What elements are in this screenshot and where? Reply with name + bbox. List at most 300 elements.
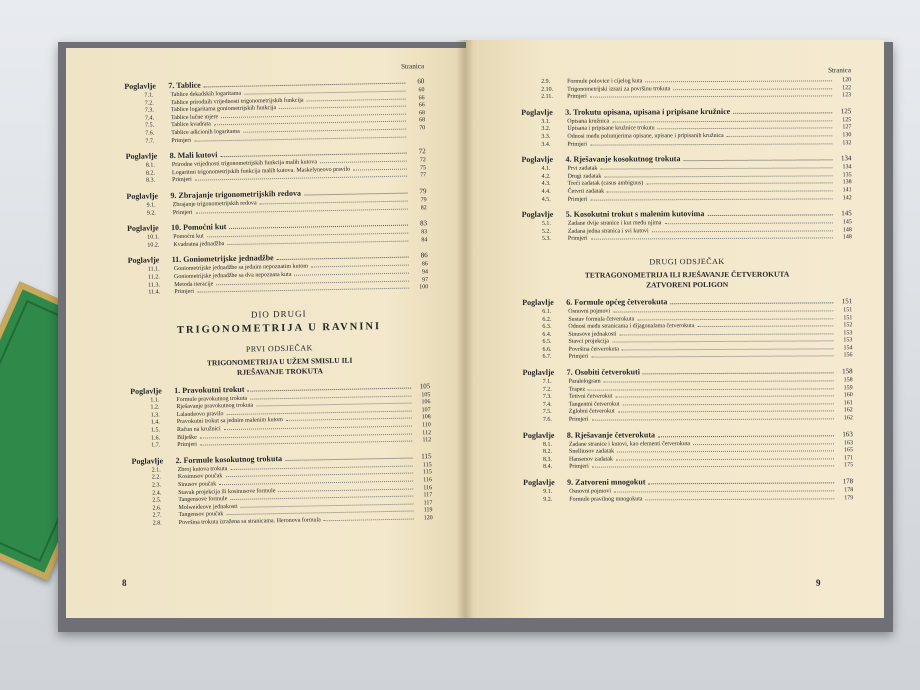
- chapter-block: [523, 475, 853, 504]
- item-number: 4.4.: [541, 188, 551, 195]
- chapter-page: 145: [841, 209, 852, 218]
- item-number: 4.5.: [541, 196, 551, 203]
- item-title: Stavci projekcija: [568, 338, 609, 346]
- dot-leader: [229, 225, 408, 229]
- item-title: Goniometrijske jednadžbe sa dva nepoznata kuta: [173, 271, 292, 280]
- item-page: 171: [844, 455, 854, 462]
- item-title: Lalandeovo pravilo: [176, 411, 224, 418]
- section-title: [522, 269, 852, 291]
- item-number: 2.2.: [151, 474, 161, 481]
- item-number: 7.6.: [542, 416, 552, 423]
- item-number: 7.7.: [145, 137, 155, 145]
- item-title: Paralelogram: [568, 378, 601, 385]
- item-page: 161: [843, 400, 853, 407]
- item-number: 8.4.: [543, 464, 553, 471]
- chapter-title: 8. Mali kutovi: [169, 150, 218, 161]
- dot-leader: [637, 318, 833, 320]
- dot-leader: [241, 503, 414, 507]
- item-number: 8.1.: [542, 441, 552, 448]
- page-number-right: 9: [816, 578, 821, 588]
- item-page: 138: [842, 179, 852, 186]
- item-page: 72: [419, 157, 426, 164]
- chapter-block: [521, 105, 851, 149]
- left-toc: [124, 62, 433, 528]
- item-title: Primjeri: [567, 93, 587, 100]
- item-number: 3.4.: [541, 141, 551, 148]
- item-number: 10.2.: [147, 242, 160, 249]
- item-page: 135: [842, 172, 852, 179]
- item-page: 75: [419, 164, 427, 172]
- chapter-page: 79: [419, 187, 427, 196]
- item-title: Logaritmi trigonometrijskih funkcija malih kutova. Maskelyneovo pravilo: [171, 166, 351, 176]
- item-number: 1.4.: [150, 419, 160, 427]
- chapter-page: 105: [419, 381, 431, 391]
- item-number: 9.1.: [146, 202, 156, 209]
- chapter-block: [128, 250, 429, 298]
- dot-leader: [645, 80, 832, 82]
- dot-leader: [652, 230, 833, 232]
- item-title: Kosinusov poučak: [177, 473, 223, 481]
- item-title: Snelliusov zadatak: [568, 448, 615, 455]
- chapter-title: 7. Osobiti četverokuti: [566, 367, 641, 377]
- dot-leader: [612, 341, 834, 343]
- dot-leader: [225, 473, 412, 478]
- item-title: Primjeri: [568, 416, 589, 423]
- item-page: 66: [418, 102, 425, 109]
- item-number: 7.4.: [542, 401, 552, 408]
- item-title: Sinusove jednakosti: [568, 331, 617, 338]
- dot-leader: [194, 136, 406, 141]
- item-number: 4.3.: [541, 181, 551, 188]
- item-page: 141: [842, 187, 852, 194]
- item-title: Osnovni pojmovi: [569, 488, 612, 495]
- chapter-block: [127, 217, 427, 250]
- item-title: Primjeri: [567, 141, 588, 148]
- item-number: 7.5.: [145, 122, 155, 129]
- dot-leader: [227, 240, 408, 244]
- item-title: Sinusov poučak: [177, 481, 217, 489]
- item-title: Odnosi među stranicama i dijagonalama četverokuta: [568, 323, 695, 330]
- chapter-block: [126, 185, 426, 218]
- chapter-page: 163: [842, 429, 853, 438]
- dot-leader: [200, 441, 412, 446]
- item-title: Primjeri: [177, 441, 197, 449]
- dot-leader: [260, 201, 408, 205]
- item-number: 1.7.: [151, 442, 161, 449]
- part-label: DIO DRUGI: [250, 308, 307, 320]
- chapter-title: 10. Pomoćni kut: [170, 222, 227, 233]
- item-title: Zadane stranice i kutovi, kao elementi četverokuta: [568, 440, 691, 448]
- item-title: Kvadratna jednadžba: [173, 240, 225, 248]
- dot-leader: [693, 443, 834, 445]
- item-title: Formule pravokutnog trokuta: [176, 395, 248, 403]
- dot-leader: [204, 83, 406, 88]
- item-title: Površina četverokuta: [568, 346, 619, 353]
- dot-leader: [294, 272, 409, 275]
- item-number: 6.3.: [542, 323, 552, 330]
- dot-leader: [195, 208, 407, 213]
- dot-leader: [622, 348, 834, 350]
- item-number: 5.3.: [541, 236, 551, 243]
- item-title: Treći zadatak (casus ambiguus): [567, 180, 644, 188]
- item-title: Zbrajanje trigonometrijskih redova: [172, 200, 257, 209]
- item-page: 123: [842, 92, 852, 99]
- chapter-block: [523, 428, 853, 472]
- item-number: 2.3.: [151, 482, 162, 489]
- item-page: 116: [423, 477, 433, 484]
- book-gutter: [456, 40, 474, 618]
- dot-leader: [590, 96, 832, 98]
- item-page: 115: [422, 462, 432, 469]
- chapter-title: 11. Goniometrijske jednadžbe: [171, 253, 274, 265]
- dot-leader: [733, 112, 832, 114]
- right-page: [466, 40, 884, 618]
- dot-leader: [590, 198, 832, 200]
- item-page: 148: [842, 234, 852, 241]
- item-page: 116: [423, 484, 433, 491]
- item-page: 163: [843, 439, 853, 446]
- item-number: 10.1.: [147, 234, 160, 241]
- item-title: Trigonometrijski izrazi za površinu trokuta: [567, 85, 671, 93]
- toc-item: [521, 92, 851, 101]
- item-number: 7.1.: [542, 378, 552, 385]
- chapter-label: Poglavlje: [131, 456, 164, 466]
- dot-leader: [226, 511, 413, 516]
- item-title: Formule pravilnog mnogokuta: [569, 495, 643, 503]
- dot-leader: [683, 160, 832, 162]
- right-toc: [521, 66, 853, 504]
- chapter-label: Poglavlje: [126, 223, 159, 234]
- item-number: 2.6.: [152, 505, 162, 512]
- dot-leader: [607, 190, 833, 192]
- chapter-title: 7. Tablice: [168, 80, 201, 91]
- dot-leader: [614, 490, 834, 492]
- dot-leader: [622, 403, 833, 405]
- dot-leader: [244, 91, 405, 95]
- item-title: Tablice prirodnih vrijednosti trigonometrijskih funkcija: [170, 97, 304, 106]
- item-number: 9.2.: [543, 496, 553, 503]
- item-page: 112: [422, 437, 432, 444]
- dot-leader: [646, 498, 835, 500]
- item-page: 86: [421, 261, 428, 268]
- item-page: 84: [421, 236, 428, 244]
- item-title: Tablice kvadrata: [171, 121, 211, 129]
- item-page: 70: [419, 125, 426, 132]
- item-number: 2.8.: [152, 520, 162, 527]
- item-page: 122: [842, 84, 852, 91]
- item-title: Molweideove jednakosti: [178, 503, 238, 511]
- item-number: 3.2.: [541, 126, 551, 133]
- dot-leader: [248, 387, 412, 391]
- chapter-block: [523, 365, 853, 424]
- item-number: 2.4.: [152, 489, 162, 497]
- dot-leader: [615, 396, 833, 398]
- item-number: 8.1.: [145, 162, 155, 169]
- chapter-title: 1. Pravokutni trokut: [174, 384, 245, 395]
- item-page: 179: [844, 494, 854, 501]
- item-number: 1.2.: [150, 404, 160, 411]
- item-page: 153: [843, 329, 853, 337]
- item-page: 125: [842, 117, 852, 124]
- chapter-label: Poglavlje: [522, 297, 554, 307]
- dot-leader: [658, 128, 833, 130]
- dot-leader: [618, 411, 834, 413]
- item-title: Tablice adicionih logaritama: [171, 128, 240, 137]
- toc-item: [522, 235, 852, 244]
- item-number: 5.1.: [541, 220, 551, 228]
- section-title-line-2: ZATVORENI POLIGON: [646, 279, 729, 290]
- item-number: 5.2.: [541, 228, 551, 235]
- chapter-block: [521, 152, 851, 204]
- chapter-label: Poglavlje: [521, 209, 554, 220]
- chapter-label: Poglavlje: [523, 477, 555, 487]
- item-title: Goniometrijske jednadžbe sa jednim nepoznatim kutom: [173, 263, 309, 273]
- item-page: 97: [422, 276, 429, 283]
- item-page: 132: [842, 139, 852, 146]
- item-number: 6.1.: [542, 308, 552, 315]
- item-page: 165: [843, 447, 854, 454]
- item-title: Tablice dekadskih logaritama: [170, 90, 242, 99]
- item-number: 1.1.: [150, 397, 160, 404]
- dot-leader: [604, 380, 834, 382]
- dot-leader: [591, 238, 833, 240]
- dot-leader: [278, 488, 413, 492]
- item-title: Primjeri: [567, 235, 588, 243]
- item-page: 142: [842, 194, 852, 201]
- left-chapters-top: [124, 75, 428, 297]
- dot-leader: [230, 496, 413, 501]
- item-page: 115: [422, 469, 432, 476]
- stranica-label: Stranica: [828, 66, 852, 75]
- item-title: Površina trokuta izražena sa stranicama. Heronova formula: [178, 517, 321, 527]
- item-number: 3.1.: [541, 118, 551, 125]
- item-number: 2.10.: [541, 86, 554, 93]
- item-title: Zbroj kutova trokuta: [177, 465, 228, 473]
- dot-leader: [591, 356, 833, 358]
- item-number: 1.3.: [150, 412, 160, 419]
- item-title: Stavak projekcija ili kosinusove formule: [178, 487, 276, 496]
- chapter-title: 5. Kosokutni trokut s malenim kutovima: [565, 209, 705, 219]
- dot-leader: [307, 98, 406, 101]
- dot-leader: [648, 482, 834, 484]
- item-page: 68: [419, 117, 426, 124]
- chapter-page: 178: [842, 477, 854, 486]
- chapter-title: 9. Zbrajanje trigonometrijskih redova: [170, 188, 302, 201]
- chapter-block: [131, 450, 432, 528]
- item-page: 175: [844, 462, 854, 469]
- dot-leader: [230, 465, 412, 470]
- dot-leader: [207, 233, 408, 238]
- dot-leader: [612, 120, 832, 122]
- dot-leader: [311, 265, 409, 268]
- item-number: 11.3.: [148, 281, 161, 289]
- item-number: 1.6.: [151, 435, 161, 442]
- item-number: 7.2.: [144, 100, 154, 107]
- right-chapters-top: [521, 105, 852, 244]
- dot-leader: [643, 372, 834, 374]
- toc-item: [522, 195, 852, 204]
- dot-leader: [243, 129, 406, 133]
- item-page: 66: [418, 94, 425, 101]
- item-page: 153: [843, 337, 853, 344]
- item-title: Primjeri: [171, 137, 192, 144]
- item-number: 9.2.: [146, 209, 156, 217]
- item-page: 162: [843, 415, 853, 422]
- dot-leader: [727, 135, 833, 137]
- item-title: Drugi zadatak: [567, 173, 602, 180]
- item-page: 162: [843, 407, 853, 414]
- section-head: DRUGI ODSJEČAK: [649, 256, 725, 267]
- item-number: 8.2.: [145, 170, 156, 177]
- item-page: 145: [842, 219, 852, 226]
- item-number: 7.1.: [144, 92, 154, 99]
- dot-leader: [285, 457, 412, 460]
- item-title: Tangensov poučak: [178, 511, 224, 519]
- dot-leader: [304, 193, 407, 196]
- item-page: 79: [420, 197, 427, 204]
- chapter-title: 4. Rješavanje kosokutnog trokuta: [565, 154, 681, 164]
- item-page: 107: [421, 407, 431, 414]
- dot-leader: [616, 458, 834, 460]
- chapter-label: Poglavlje: [522, 430, 555, 440]
- item-title: Primjeri: [567, 196, 588, 203]
- item-title: Upisana i pripisane kružnice trokutu: [567, 125, 655, 133]
- dot-leader: [195, 176, 407, 181]
- dot-leader: [620, 333, 834, 335]
- chapter-label: Poglavlje: [521, 154, 554, 165]
- item-number: 11.4.: [148, 289, 161, 296]
- item-title: Odnosi među polumjerima opisane, upisane i pripisanih kružnica: [567, 132, 724, 140]
- toc-item: [523, 415, 853, 424]
- item-title: Tablice lučne mjere: [170, 113, 219, 121]
- dot-leader: [600, 168, 832, 170]
- dot-leader: [604, 175, 832, 177]
- item-page: 178: [844, 487, 854, 494]
- item-number: 2.5.: [152, 497, 162, 504]
- item-title: Račun na kružnici: [176, 426, 221, 434]
- item-number: 6.7.: [542, 354, 552, 361]
- dot-leader: [697, 325, 833, 327]
- item-title: Pomoćni kut: [173, 233, 204, 241]
- dot-leader: [214, 121, 406, 126]
- toc-item: [522, 353, 852, 362]
- item-title: Osnovni pojmovi: [568, 308, 611, 315]
- item-page: 151: [843, 307, 853, 314]
- item-title: Formule polovice i cijelog kuta: [567, 78, 643, 85]
- toc-item: [523, 495, 853, 504]
- item-title: Primjeri: [172, 177, 192, 184]
- dot-leader: [588, 388, 834, 390]
- item-number: 11.1.: [147, 266, 160, 273]
- item-number: 2.7.: [152, 512, 162, 519]
- dot-leader: [673, 88, 832, 90]
- chapter-block: [130, 380, 431, 451]
- item-title: Metoda iteracije: [174, 280, 214, 288]
- chapter-page: 158: [842, 367, 853, 376]
- item-page: 120: [423, 515, 433, 522]
- item-page: 134: [842, 164, 852, 171]
- chapter-page: 151: [841, 297, 853, 306]
- dot-leader: [224, 426, 412, 431]
- item-title: Primjeri: [172, 209, 193, 216]
- dot-leader: [590, 143, 832, 145]
- chapter-page: 134: [840, 154, 852, 163]
- chapter-title: 3. Trokutu opisana, upisana i pripisane kružnice: [565, 106, 731, 117]
- item-title: Zadane dvije stranice i kut među njima: [567, 220, 662, 227]
- right-top-items: [521, 77, 851, 102]
- item-page: 160: [843, 392, 853, 399]
- chapter-title: 8. Rješavanje četverokuta: [566, 429, 656, 440]
- section-head: PRVI ODSJEČAK: [245, 343, 313, 354]
- item-number: 11.2.: [147, 274, 160, 281]
- dot-leader: [219, 481, 413, 486]
- toc-item: [523, 463, 853, 472]
- item-title: Sustav formula četverokuta: [568, 315, 635, 323]
- item-page: 156: [843, 352, 853, 359]
- item-number: 6.5.: [542, 339, 552, 346]
- item-title: Primjeri: [569, 464, 589, 471]
- item-title: Opisana kružnica: [567, 118, 610, 125]
- dot-leader: [664, 222, 832, 224]
- left-page: [66, 48, 466, 618]
- item-number: 8.2.: [542, 449, 553, 456]
- item-page: 82: [420, 204, 427, 211]
- chapter-page: 72: [418, 147, 426, 156]
- item-number: 6.4.: [542, 331, 552, 338]
- section-title-line-1: TETRAGONOMETRIJA ILI RJEŠAVANJE ČETVEROKUTA: [584, 269, 790, 280]
- item-page: 108: [421, 414, 431, 421]
- item-title: Primjeri: [568, 354, 589, 361]
- item-page: 77: [420, 172, 427, 179]
- item-page: 151: [843, 314, 853, 321]
- item-title: Prirodne vrijednosti trigonometrijskih funkcija malih kutova: [171, 159, 318, 169]
- chapter-page: 86: [420, 251, 428, 260]
- chapter-block: [522, 207, 852, 244]
- right-chapters-bottom: [522, 295, 853, 504]
- dot-leader: [216, 280, 409, 285]
- item-number: 3.3.: [541, 133, 551, 140]
- chapter-label: Poglavlje: [522, 367, 555, 378]
- item-page: 68: [418, 110, 425, 117]
- chapter-title: 6. Formule općeg četverokuta: [566, 297, 668, 307]
- chapter-page: 125: [840, 107, 852, 116]
- chapter-block: [124, 75, 425, 146]
- item-number: 9.1.: [543, 488, 553, 495]
- item-title: Pravokutni trokut sa jednim malenim kutom: [176, 417, 284, 426]
- item-number: 7.5.: [542, 409, 552, 416]
- dot-leader: [279, 106, 406, 109]
- dot-leader: [256, 403, 411, 407]
- chapter-label: Poglavlje: [124, 81, 156, 91]
- item-page: 105: [421, 391, 431, 399]
- chapter-label: Poglavlje: [521, 107, 553, 117]
- item-title: Hansenov zadatak: [569, 456, 613, 463]
- item-page: 106: [421, 399, 431, 406]
- item-page: 100: [419, 284, 429, 291]
- dot-leader: [617, 451, 834, 453]
- dot-leader: [250, 395, 411, 399]
- item-number: 7.3.: [542, 394, 552, 401]
- item-title: Tangensove formule: [178, 496, 228, 504]
- item-title: Rješavanje pravokutnog trokuta: [176, 402, 254, 411]
- item-title: Trapez: [568, 386, 586, 393]
- item-number: 6.6.: [542, 346, 552, 353]
- dot-leader: [658, 435, 834, 437]
- dot-leader: [221, 113, 406, 118]
- chapter-block: [126, 145, 427, 186]
- item-number: 2.11.: [541, 94, 553, 101]
- left-chapters-bottom: [130, 380, 433, 529]
